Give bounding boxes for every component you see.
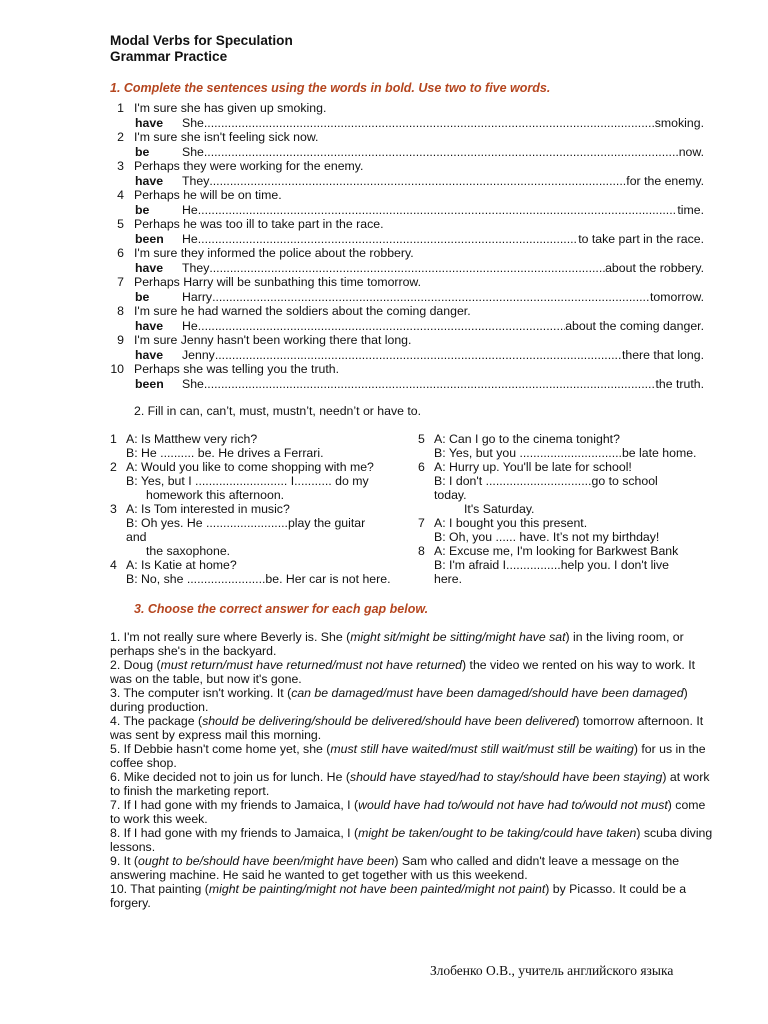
item-question [108, 275, 704, 290]
item-text-before: 5. If Debbie hasn't come home yet, she ( [110, 742, 331, 756]
item-number: 9 [117, 333, 124, 347]
exercise1-item [108, 362, 704, 391]
item-text-before: 8. If I had gone with my friends to Jamaica, I ( [110, 826, 359, 840]
item-question [108, 217, 704, 232]
dialogue-1-b: B: He .......... be. He drives a Ferrari. [126, 446, 324, 460]
dialogue-6-c: today. [434, 488, 467, 502]
dialogue-number: 6 [418, 460, 425, 474]
answer-start: They [182, 173, 210, 188]
item-text-after: ) the video we rented on his way to work. It was on the table, but now it's gone. [110, 658, 696, 686]
exercise3-item [110, 742, 715, 770]
dialogue-2-c: homework this afternoon. [146, 488, 285, 502]
item-text-before: 10. That painting ( [110, 882, 209, 896]
answer-blank[interactable] [215, 348, 622, 363]
answer-blank[interactable] [204, 377, 656, 392]
section3-heading: 3. Choose the correct answer for each gap below. [134, 602, 429, 616]
title-line-1: Modal Verbs for Speculation [110, 33, 293, 48]
item-text-before: 6. Mike decided not to join us for lunch. He ( [110, 770, 350, 784]
item-question [108, 159, 704, 174]
item-question [108, 304, 704, 319]
exercise1-item [108, 304, 704, 333]
item-sentence: Perhaps she was telling you the truth. [134, 362, 340, 376]
answer-end: about the robbery. [605, 260, 704, 275]
answer-options[interactable]: might be taken/ought to be taking/could have taken [358, 826, 637, 840]
item-question [108, 333, 704, 348]
exercise1-item [108, 130, 704, 159]
item-sentence: I'm sure he had warned the soldiers about the coming danger. [134, 304, 471, 318]
answer-options[interactable]: might sit/might be sitting/might have sat [350, 630, 566, 644]
dialogue-1-a: 1 A: Is Matthew very rich? [110, 432, 258, 446]
answer-options[interactable]: can be damaged/must have been damaged/should have been damaged [291, 686, 684, 700]
dialogue-2-b: B: Yes, but I ........................... I........... do my [126, 474, 369, 488]
dialogue-number: 8 [418, 544, 425, 558]
dialogue-3-b: B: Oh yes. He ........................play the guitar [126, 516, 366, 530]
answer-start: They [182, 260, 210, 275]
exercise1-item [108, 275, 704, 304]
answer-start: He [182, 231, 198, 246]
answer-start: He [182, 202, 198, 217]
answer-end: to take part in the race. [578, 231, 704, 246]
author-footer: Злобенко О.В., учитель английского языка [430, 963, 674, 978]
answer-blank[interactable] [204, 116, 655, 131]
item-question [108, 101, 704, 116]
dialogue-number: 7 [418, 516, 425, 530]
exercise1-item [108, 159, 704, 188]
answer-blank[interactable] [209, 261, 605, 276]
item-number: 8 [117, 304, 124, 318]
item-answer-line [108, 377, 704, 392]
item-text-after: ) for us in the coffee shop. [110, 742, 706, 770]
exercise1-item [108, 188, 704, 217]
answer-end: there that long. [621, 347, 704, 362]
dialogue-4-b: B: No, she .......................be. Her car is not here. [126, 572, 391, 586]
item-number: 4 [117, 188, 124, 202]
dialogue-number: 1 [110, 432, 117, 446]
dialogue-8-a: 8 A: Excuse me, I'm looking for Barkwest Bank [418, 544, 679, 558]
exercise3-item [110, 882, 715, 910]
item-answer-line [108, 232, 704, 247]
item-answer-line [108, 348, 704, 363]
item-sentence: I'm sure they informed the police about the robbery. [134, 246, 414, 260]
item-text-before: 3. The computer isn't working. It ( [110, 686, 292, 700]
answer-start: Jenny [182, 347, 215, 362]
dialogue-2-a: 2 A: Would you like to come shopping with me? [110, 460, 374, 474]
keyword: be [135, 289, 150, 304]
item-answer-line [108, 319, 704, 334]
item-text-after: ) scuba diving lessons. [110, 826, 713, 854]
item-number: 6 [117, 246, 124, 260]
keyword: be [135, 202, 150, 217]
dialogue-number: 3 [110, 502, 117, 516]
dialogue-3-c: and [126, 530, 147, 544]
answer-options[interactable]: should be delivering/should be delivered/should have been delivered [202, 714, 576, 728]
exercise3-item [110, 854, 715, 882]
item-sentence: I'm sure she has given up smoking. [134, 101, 327, 115]
item-question [108, 130, 704, 145]
exercise3-item [110, 714, 715, 742]
item-answer-line [108, 290, 704, 305]
exercise1-item [108, 246, 704, 275]
answer-start: She [182, 376, 204, 391]
item-answer-line [108, 203, 704, 218]
exercise1-item [108, 101, 704, 130]
dialogue-3-a: 3 A: Is Tom interested in music? [110, 502, 290, 516]
item-sentence: Perhaps they were working for the enemy. [134, 159, 364, 173]
item-sentence: Perhaps Harry will be sunbathing this time tomorrow. [134, 275, 422, 289]
item-text-before: 4. The package ( [110, 714, 203, 728]
item-text-after: ) in the living room, or perhaps she's in the backyard. [110, 630, 684, 658]
answer-blank[interactable] [212, 290, 650, 305]
answer-options[interactable]: must still have waited/must still wait/must still be waiting [330, 742, 634, 756]
section1-heading: 1. Complete the sentences using the words in bold. Use two to five words. [110, 81, 551, 95]
item-sentence: Perhaps he was too ill to take part in the race. [134, 217, 384, 231]
item-number: 3 [117, 159, 124, 173]
answer-options[interactable]: would have had to/would not have had to/would not must [358, 798, 668, 812]
section1-list [108, 101, 704, 391]
keyword: be [135, 144, 150, 159]
answer-start: She [182, 115, 204, 130]
answer-options[interactable]: might be painting/might not have been painted/might not paint [208, 882, 546, 896]
exercise3-item [110, 658, 715, 686]
dialogue-7-a: 7 A: I bought you this present. [418, 516, 588, 530]
item-answer-line [108, 116, 704, 131]
item-text-after: ) come to work this week. [110, 798, 706, 826]
answer-blank[interactable] [209, 174, 626, 189]
item-question [108, 188, 704, 203]
item-sentence: I'm sure Jenny hasn't been working there that long. [134, 333, 412, 347]
item-text-before: 2. Doug ( [110, 658, 161, 672]
document-title [110, 33, 293, 65]
keyword: been [135, 376, 164, 391]
exercise3-item [110, 826, 715, 854]
answer-options[interactable]: must return/must have returned/must not have returned [160, 658, 463, 672]
item-answer-line [108, 261, 704, 276]
item-number: 1 [117, 101, 124, 115]
item-question [108, 246, 704, 261]
answer-blank[interactable] [198, 232, 578, 247]
item-text-after: ) by Picasso. It could be a forgery. [110, 882, 687, 910]
answer-start: She [182, 144, 204, 159]
answer-end: now. [678, 144, 704, 159]
answer-start: Harry [182, 289, 213, 304]
dialogue-6-d: It's Saturday. [464, 502, 535, 516]
dialogue-3-d: the saxophone. [146, 544, 231, 558]
item-text-before: 9. It ( [110, 854, 139, 868]
answer-end: smoking. [654, 115, 704, 130]
item-number: 5 [117, 217, 124, 231]
keyword: have [135, 173, 164, 188]
dialogue-number: 4 [110, 558, 117, 572]
dialogue-number: 5 [418, 432, 425, 446]
item-answer-line [108, 145, 704, 160]
keyword: have [135, 347, 164, 362]
answer-options[interactable]: should have stayed/had to stay/should have been staying [349, 770, 663, 784]
section2-right-column [418, 432, 718, 586]
dialogue-8-c: here. [434, 572, 463, 586]
answer-options[interactable]: ought to be/should have been/might have been [138, 854, 395, 868]
answer-start: He [182, 318, 198, 333]
item-number: 10 [110, 362, 124, 376]
exercise1-item [108, 217, 704, 246]
exercise1-item [108, 333, 704, 362]
answer-end: for the enemy. [626, 173, 704, 188]
item-question [108, 362, 704, 377]
item-text-after: ) Sam who called and didn't leave a message on the answering machine. He said he wanted to get together with us this weekend. [110, 854, 680, 882]
title-line-2: Grammar Practice [110, 49, 228, 64]
answer-blank[interactable] [198, 319, 565, 334]
answer-blank[interactable] [204, 145, 679, 160]
answer-end: about the coming danger. [565, 318, 704, 333]
dialogue-5-b: B: Yes, but you ..............................be late home. [434, 446, 697, 460]
section2-heading: 2. Fill in can, can’t, must, mustn’t, needn’t or have to. [134, 404, 422, 418]
dialogue-4-a: 4 A: Is Katie at home? [110, 558, 237, 572]
answer-blank[interactable] [198, 203, 678, 218]
section2-left-column [110, 432, 400, 586]
item-text-before: 1. I'm not really sure where Beverly is. She ( [110, 630, 351, 644]
keyword: have [135, 260, 164, 275]
exercise3-item [110, 630, 715, 658]
answer-end: time. [677, 202, 704, 217]
exercise3-item [110, 770, 715, 798]
item-text-before: 7. If I had gone with my friends to Jamaica, I ( [110, 798, 359, 812]
section3-list [110, 630, 715, 910]
keyword: been [135, 231, 164, 246]
item-sentence: Perhaps he will be on time. [134, 188, 282, 202]
item-sentence: I'm sure she isn't feeling sick now. [134, 130, 319, 144]
dialogue-8-b: B: I'm afraid I................help you. I don't live [434, 558, 670, 572]
dialogue-7-b: B: Oh, you ...... have. It’s not my birthday! [434, 530, 660, 544]
answer-end: the truth. [655, 376, 704, 391]
item-text-after: ) during production. [110, 686, 688, 714]
item-number: 2 [117, 130, 124, 144]
dialogue-number: 2 [110, 460, 117, 474]
dialogue-6-a: 6 A: Hurry up. You'll be late for school! [418, 460, 632, 474]
item-text-after: ) at work to finish the marketing report. [110, 770, 710, 798]
dialogue-5-a: 5 A: Can I go to the cinema tonight? [418, 432, 620, 446]
item-number: 7 [117, 275, 124, 289]
keyword: have [135, 318, 164, 333]
exercise3-item [110, 798, 715, 826]
item-text-after: ) tomorrow afternoon. It was sent by express mail this morning. [110, 714, 704, 742]
item-answer-line [108, 174, 704, 189]
dialogue-6-b: B: I don't ...............................go to school [434, 474, 658, 488]
keyword: have [135, 115, 164, 130]
answer-end: tomorrow. [650, 289, 704, 304]
exercise3-item [110, 686, 715, 714]
